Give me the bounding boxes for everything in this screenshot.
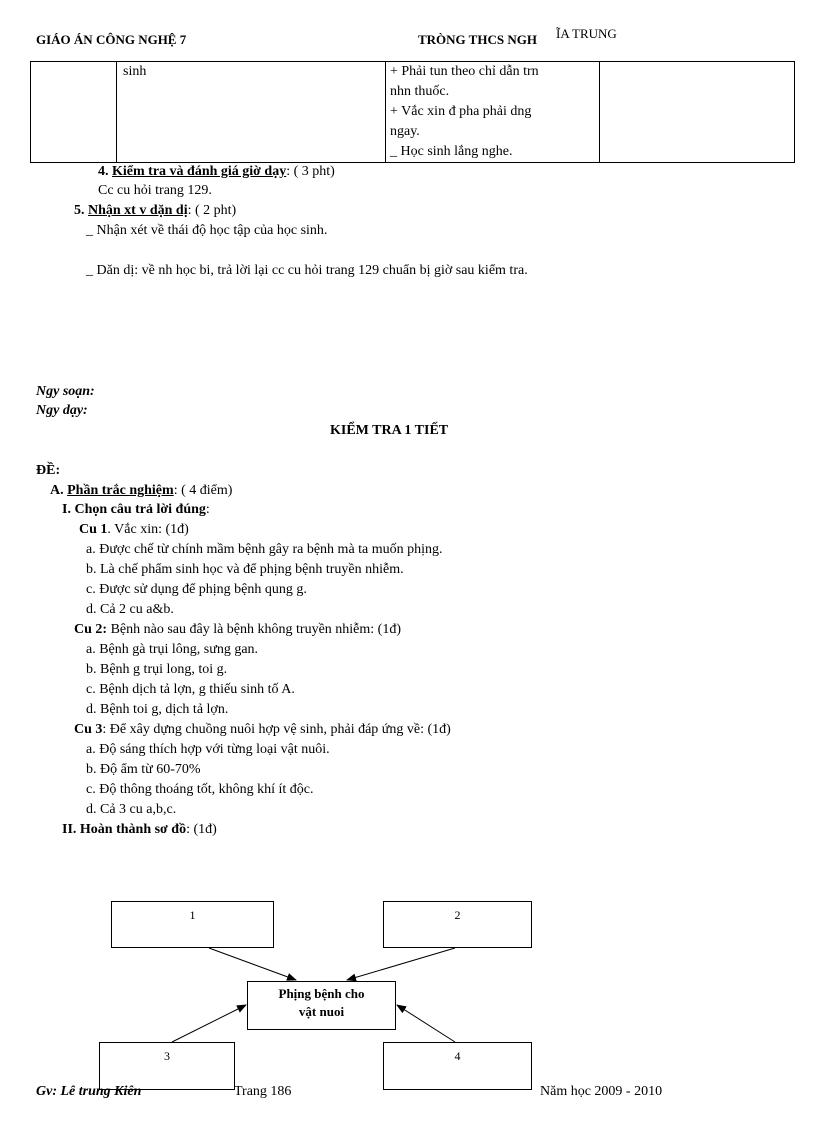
- part-i-title: Chọn câu trả lời đúng: [74, 502, 206, 517]
- table-line: + Phải tun theo chỉ dẫn trn: [390, 64, 539, 79]
- diagram-box-2: 2: [383, 901, 532, 948]
- section-5-line1: _ Nhận xét về thái độ học tập của học sinh.: [86, 223, 328, 238]
- diagram-box-1: 1: [111, 901, 274, 948]
- exam-label: ĐỀ:: [36, 463, 61, 478]
- exam-title: KIỂM TRA 1 TIẾT: [330, 423, 449, 438]
- q1-option-c: c. Được sử dụng để phịng bệnh qung g.: [86, 582, 307, 597]
- header-right: TRÒNG THCS NGH: [418, 32, 537, 47]
- q1-option-a: a. Được chế từ chính mầm bệnh gây ra bệnh mà ta muốn phịng.: [86, 542, 443, 557]
- arrow-3: [172, 1005, 246, 1042]
- section-4-body: Cc cu hỏi trang 129.: [98, 183, 212, 198]
- footer-teacher: Gv: Lê trung Kiên: [36, 1084, 142, 1099]
- table-line: _ Học sinh lắng nghe.: [390, 144, 513, 159]
- q2-option-c: c. Bệnh dịch tả lợn, g thiếu sinh tố A.: [86, 682, 295, 697]
- part-a-heading: A. Phần trắc nghiệm: ( 4 điểm): [50, 483, 233, 498]
- table-line: ngay.: [390, 124, 420, 139]
- q2-option-a: a. Bệnh gà trụi lông, sưng gan.: [86, 642, 259, 657]
- q2-option-b: b. Bệnh g trụi long, toi g.: [86, 662, 228, 677]
- q3-option-b: b. Độ ẩm từ 60-70%: [86, 762, 201, 777]
- footer-year: Năm học 2009 - 2010: [540, 1084, 663, 1099]
- section-5-line2: _ Dăn dị: về nh học bi, trả lời lại cc cu hỏi trang 129 chuẩn bị giờ sau kiểm tra.: [86, 263, 528, 278]
- header-right-superscript: ĨA TRUNG: [556, 26, 617, 41]
- footer-page: Trang 186: [234, 1084, 292, 1099]
- part-a-title: Phần trắc nghiệm: [67, 483, 174, 498]
- diagram-center-box: Phịng bệnh cho vật nuoi: [247, 981, 396, 1030]
- question-3: Cu 3: Để xây dựng chuồng nuôi hợp vệ sinh, phải đáp ứng về: (1đ): [74, 722, 451, 737]
- date-prepared: Ngy soạn:: [36, 384, 95, 399]
- diagram-box-4: 4: [383, 1042, 532, 1090]
- diagram-box-3: 3: [99, 1042, 235, 1090]
- table-line: nhn thuốc.: [390, 84, 450, 99]
- q3-option-d: d. Cả 3 cu a,b,c.: [86, 802, 177, 817]
- arrow-2: [347, 948, 455, 980]
- part-ii-heading: II. Hoàn thành sơ đồ: (1đ): [62, 822, 217, 837]
- part-ii-title: Hoàn thành sơ đồ: [79, 822, 187, 837]
- arrow-4: [397, 1005, 455, 1042]
- table-cell-activity: sinh: [117, 62, 386, 163]
- table-line: + Vắc xin đ pha phải dng: [390, 104, 532, 119]
- q2-option-d: d. Bệnh toi g, dịch tả lợn.: [86, 702, 229, 717]
- date-taught: Ngy dạy:: [36, 403, 88, 418]
- q3-option-c: c. Độ thông thoáng tốt, không khí ít độc.: [86, 782, 314, 797]
- section-4-heading: 4. Kiểm tra và đánh giá giờ dạy: ( 3 pht): [98, 164, 335, 179]
- section-5-heading: 5. Nhận xt v dặn dị: ( 2 pht): [74, 203, 237, 218]
- section-4-title: Kiểm tra và đánh giá giờ dạy: [112, 164, 287, 179]
- part-i-heading: I. Chọn câu trả lời đúng:: [62, 502, 210, 517]
- question-1: Cu 1. Vắc xin: (1đ): [79, 522, 189, 537]
- q1-option-b: b. Là chế phẩm sinh học và để phịng bệnh truyền nhiễm.: [86, 562, 404, 577]
- header-left: GIÁO ÁN CÔNG NGHỆ 7: [36, 32, 187, 47]
- q3-option-a: a. Độ sáng thích hợp với từng loại vật nuôi.: [86, 742, 330, 757]
- arrow-1: [209, 948, 296, 980]
- question-2: Cu 2: Bệnh nào sau đây là bệnh không truyền nhiễm: (1đ): [74, 622, 401, 637]
- section-5-title: Nhận xt v dặn dị: [88, 203, 188, 218]
- q1-option-d: d. Cả 2 cu a&b.: [86, 602, 174, 617]
